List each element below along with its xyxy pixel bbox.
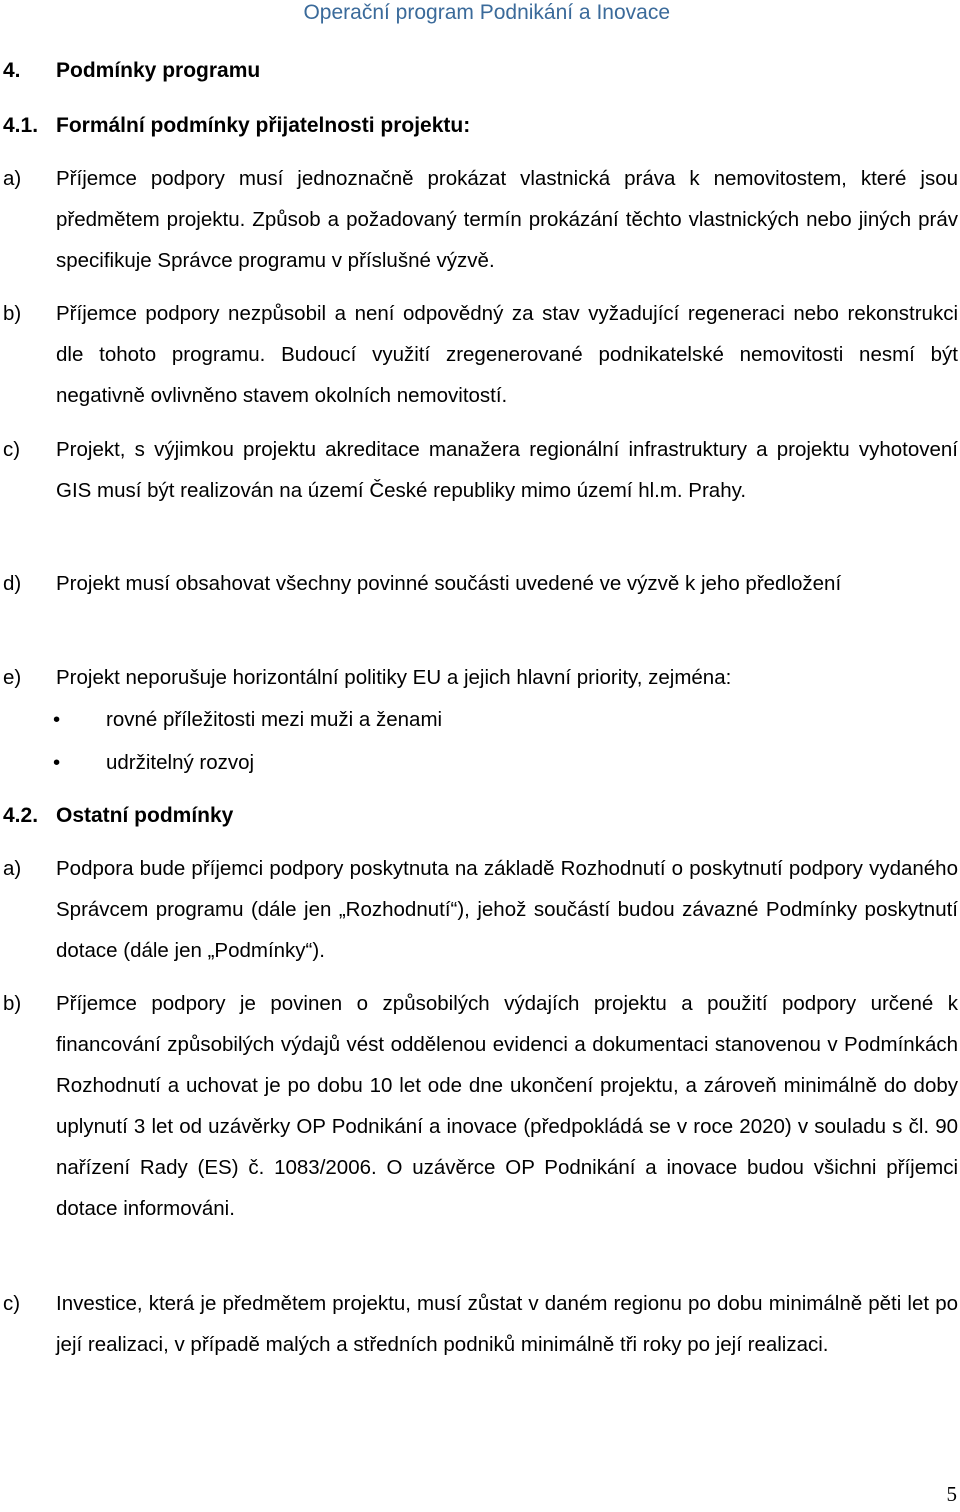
item-text: Podpora bude příjemci podpory poskytnuta na základě Rozhodnutí o poskytnutí podpory vydaného Správcem programu (dále jen „Rozhodnutí“), jehož součástí budou závazné Podmínky poskytnutí dotace (dále jen „Podmínky“). — [56, 857, 958, 962]
section-number: 4. — [3, 59, 21, 82]
list-item-4-1-e — [3, 657, 958, 698]
list-item-4-1-a — [3, 158, 958, 281]
item-text: Projekt musí obsahovat všechny povinné součásti uvedené ve výzvě k jeho předložení — [56, 572, 842, 595]
list-item-4-2-a — [3, 848, 958, 971]
page-number: 5 — [946, 1482, 957, 1506]
list-item-4-2-b — [3, 983, 958, 1229]
bullet-icon: • — [53, 751, 61, 774]
bullet-item — [53, 699, 442, 740]
list-item-4-1-c — [3, 429, 958, 511]
item-text: Projekt, s výjimkou projektu akreditace manažera regionální infrastruktury a projektu vyhotovení GIS musí být realizován na území České republiky mimo území hl.m. Prahy. — [56, 438, 958, 502]
item-label: a) — [3, 857, 22, 880]
item-label: c) — [3, 1292, 21, 1315]
item-text: Projekt neporušuje horizontální politiky EU a jejich hlavní priority, zejména: — [56, 666, 732, 689]
item-label: c) — [3, 438, 21, 461]
section-number: 4.2. — [3, 804, 39, 827]
document-header: Operační program Podnikání a Inovace — [303, 1, 670, 24]
section-title: Formální podmínky přijatelnosti projektu: — [56, 114, 471, 137]
item-text: Příjemce podpory nezpůsobil a není odpovědný za stav vyžadující regeneraci nebo rekonstrukci dle tohoto programu. Budoucí využití zregenerované podnikatelské nemovitosti nesmí být negativně ovlivněno stavem okolních nemovitostí. — [56, 302, 958, 407]
item-label: e) — [3, 666, 22, 689]
item-label: a) — [3, 167, 22, 190]
bullet-text: rovné příležitosti mezi muži a ženami — [106, 708, 443, 731]
bullet-text: udržitelný rozvoj — [106, 751, 255, 774]
section-title: Podmínky programu — [56, 59, 261, 82]
section-heading-4 — [3, 59, 260, 83]
item-text: Investice, která je předmětem projektu, musí zůstat v daném regionu po dobu minimálně pěti let po její realizaci, v případě malých a středních podniků minimálně tři roky po její realizaci. — [56, 1292, 958, 1356]
section-number: 4.1. — [3, 114, 39, 137]
item-text: Příjemce podpory je povinen o způsobilých výdajích projektu a použití podpory určené k financování způsobilých výdajů vést oddělenou evidenci a dokumentaci stanovenou v Podmínkách Rozhodnutí a uchovat je po dobu 10 let ode dne ukončení projektu, a zároveň minimálně do doby uplynutí 3 let od uzávěrky OP Podnikání a inovace (předpokládá se v roce 2020) v souladu s čl. 90 nařízení Rady (ES) č. 1083/2006. O uzávěrce OP Podnikání a inovace budou všichni příjemci dotace informováni. — [56, 992, 958, 1220]
item-label: b) — [3, 992, 22, 1015]
item-text: Příjemce podpory musí jednoznačně prokázat vlastnická práva k nemovitostem, které jsou předmětem projektu. Způsob a požadovaný termín prokázání těchto vlastnických nebo jiných práv specifikuje Správce programu v příslušné výzvě. — [56, 167, 958, 272]
item-label: d) — [3, 572, 22, 595]
item-label: b) — [3, 302, 22, 325]
section-heading-4-2 — [3, 804, 233, 828]
bullet-item — [53, 742, 254, 783]
bullet-icon: • — [53, 708, 61, 731]
list-item-4-1-d — [3, 563, 958, 604]
section-title: Ostatní podmínky — [56, 804, 234, 827]
list-item-4-2-c — [3, 1283, 958, 1365]
section-heading-4-1 — [3, 114, 470, 138]
list-item-4-1-b — [3, 293, 958, 416]
